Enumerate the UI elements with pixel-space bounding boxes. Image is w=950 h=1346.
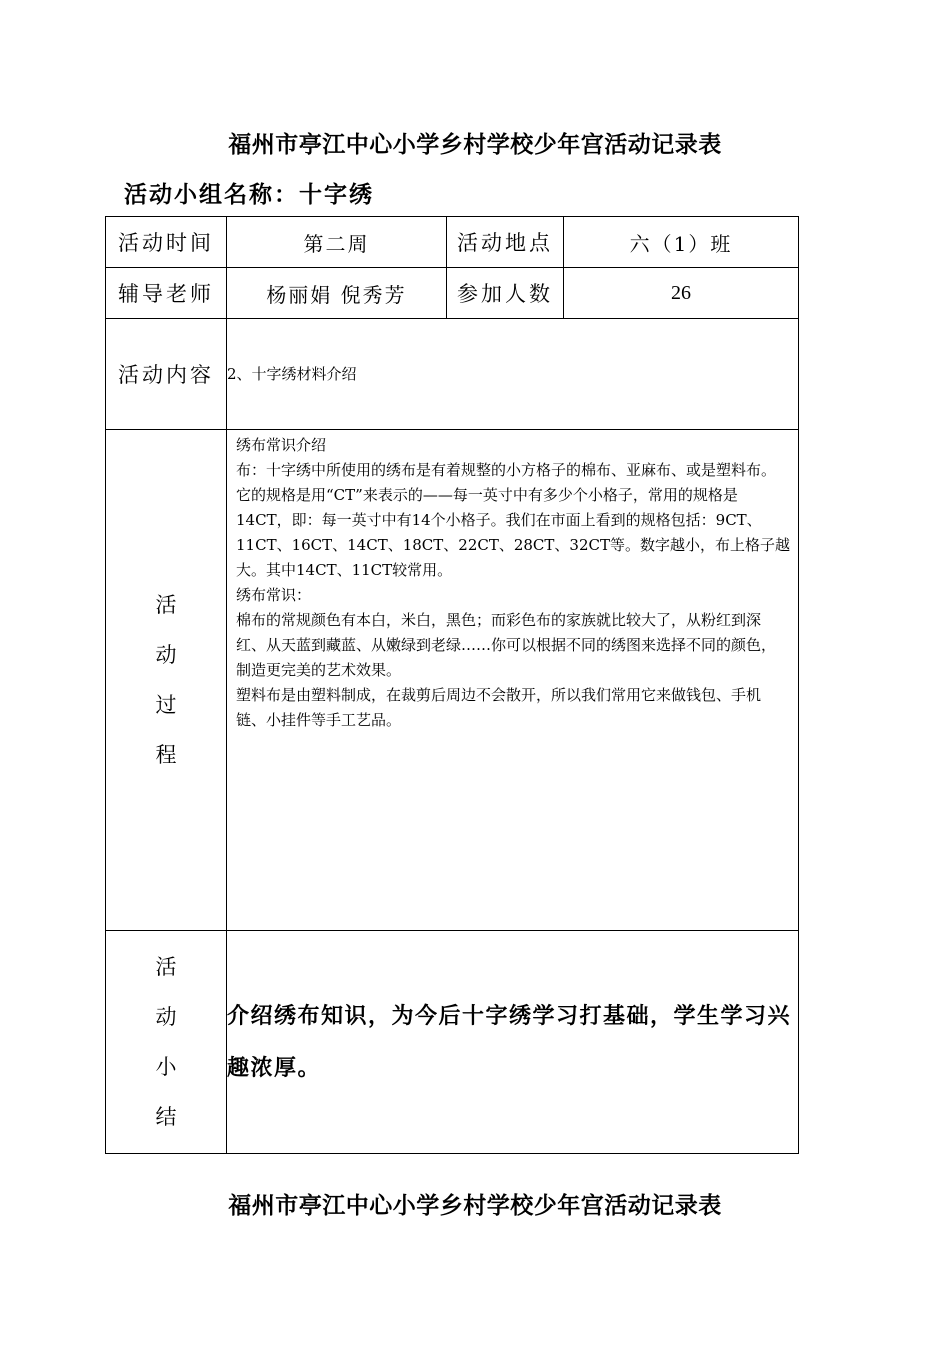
table-row (106, 319, 799, 430)
activity-record-table (105, 216, 799, 1154)
time-label: 活动时间 (106, 217, 227, 268)
process-label-char: 动 (155, 643, 177, 667)
summary-label-char: 活 (155, 955, 177, 979)
process-paragraph: 绣布常识： (236, 586, 312, 604)
place-value: 六（1）班 (564, 217, 799, 268)
process-label-char: 活 (155, 593, 177, 617)
process-paragraph: 棉布的常规颜色有本白，米白，黑色；而彩色布的家族就比较大了，从粉红到深红、从天蓝到藏蓝、从嫩绿到老绿……你可以根据不同的绣图来选择不同的颜色，制造更完美的艺术效果。 (236, 611, 777, 679)
table-row (106, 931, 799, 1154)
summary-label-char: 结 (155, 1105, 177, 1129)
count-value: 26 (564, 268, 799, 319)
process-label-char: 程 (155, 743, 177, 767)
group-name: 活动小组名称：十字绣 (124, 181, 374, 208)
table-row (106, 268, 799, 319)
content-value: 2、十字绣材料介绍 (227, 319, 799, 430)
content-label: 活动内容 (106, 319, 227, 430)
process-content (227, 430, 799, 931)
process-label (106, 430, 227, 931)
place-label: 活动地点 (447, 217, 564, 268)
table-row (106, 430, 799, 931)
summary-label-char: 动 (155, 1005, 177, 1029)
process-paragraph: 布：十字绣中所使用的绣布是有着规整的小方格子的棉布、亚麻布、或是塑料布。它的规格是用“CT”来表示的——每一英寸中有多少个小格子，常用的规格是14CT，即：每一英寸中有14个小格子。我们在市面上看到的规格包括：9CT、11CT、16CT、14CT、18CT、22CT、28CT、32CT等。数字越小，布上格子越大。其中14CT、11CT较常用。 (236, 461, 790, 579)
count-label: 参加人数 (447, 268, 564, 319)
summary-value: 介绍绣布知识，为今后十字绣学习打基础，学生学习兴趣浓厚。 (227, 931, 799, 1154)
process-label-char: 过 (155, 693, 177, 717)
teacher-label: 辅导老师 (106, 268, 227, 319)
page-title: 福州市亭江中心小学乡村学校少年宫活动记录表 (228, 131, 722, 158)
table-row (106, 217, 799, 268)
time-value: 第二周 (227, 217, 447, 268)
teacher-value: 杨丽娟 倪秀芳 (227, 268, 447, 319)
summary-label (106, 931, 227, 1154)
next-page-title: 福州市亭江中心小学乡村学校少年宫活动记录表 (228, 1192, 722, 1219)
process-paragraph: 塑料布是由塑料制成，在裁剪后周边不会散开，所以我们常用它来做钱包、手机链、小挂件等手工艺品。 (236, 686, 762, 729)
summary-label-char: 小 (155, 1055, 177, 1079)
process-paragraph: 绣布常识介绍 (236, 436, 327, 454)
